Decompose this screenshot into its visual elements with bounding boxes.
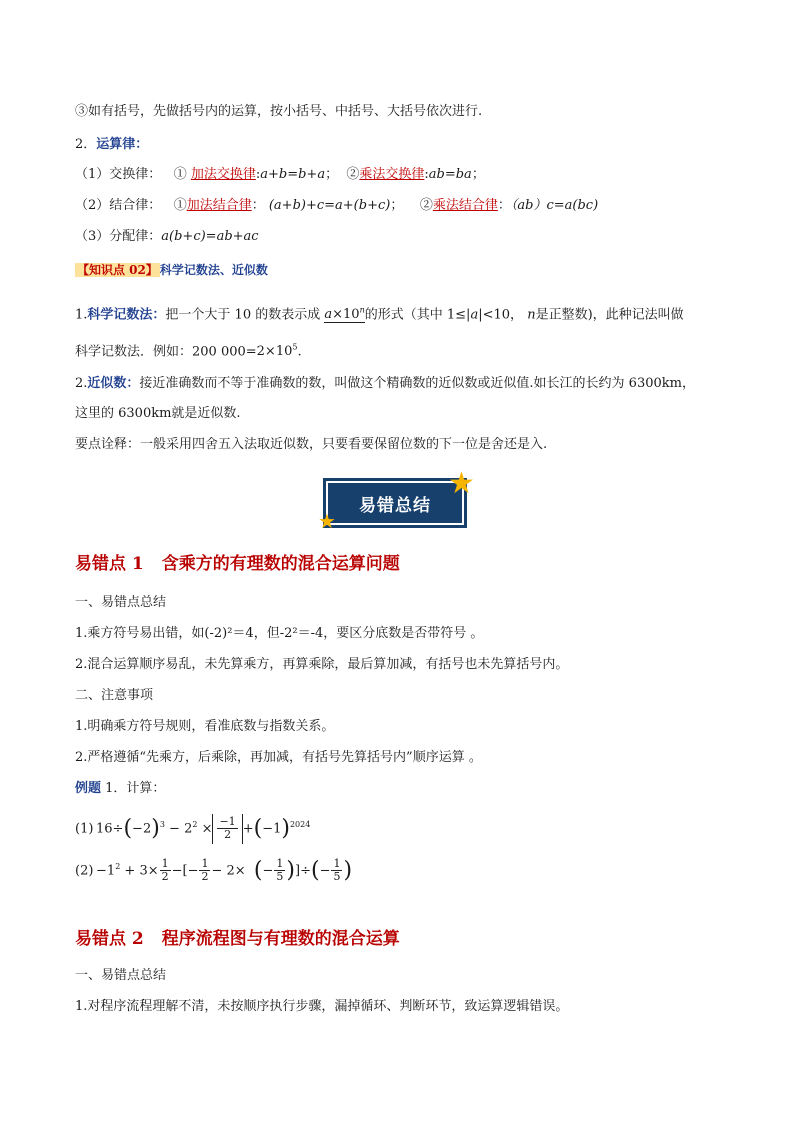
associative-label: （2）结合律：	[75, 198, 162, 213]
comm-mul-name: 乘法交换律	[359, 167, 425, 182]
sci-n-var: n	[527, 307, 536, 323]
comm-add-formula: a+b=b+a	[260, 167, 326, 182]
distributive-formula: a(b+c)=ab+ac	[161, 229, 259, 244]
error-1-summary-1: 1.乘方符号易出错，如(-2)²＝4，但-2²＝-4，要区分底数是否带符号 。	[75, 626, 484, 641]
sci-notation-label: 科学记数法：	[87, 307, 166, 323]
assoc-add-num: ①	[173, 198, 187, 213]
star-icon: ★	[448, 466, 475, 501]
sci-form-formula: $a\times 10^n$	[324, 306, 365, 323]
error-point-1-num: 易错点 1	[75, 554, 144, 574]
commutative-label: （1）交换律：	[75, 167, 162, 182]
assoc-add-formula: (a+b)+c=a+(b+c)	[268, 198, 391, 213]
error-point-2-num: 易错点 2	[75, 929, 144, 949]
error-summary-badge	[318, 466, 478, 533]
associative-law-row: （2）结合律： ①加法结合律： (a+b)+c=a+(b+c)； ②乘法结合律：（ab）c=a(bc)	[75, 198, 599, 213]
error-2-summary-1: 1.对程序流程理解不清，未按顺序执行步骤，漏掉循环、判断环节，致运算逻辑错误。	[75, 999, 569, 1014]
key-note: 要点诠释：一般采用四舍五入法取近似数，只要看要保留位数的下一位是舍还是入.	[75, 437, 548, 452]
error-2-summary-heading: 一、易错点总结	[75, 968, 167, 983]
sci-notation-line-1: 1.科学记数法：把一个大于 10 的数表示成 $a\times 10^n$的形式（其中 1≤|a|<10， n是正整数)，此种记法叫做	[75, 306, 684, 323]
error-1-note-1: 1.明确乘方符号规则，看准底数与指数关系。	[75, 719, 335, 734]
comm-mul-num: ②	[346, 167, 360, 182]
knowledge-point-title: 科学记数法、近似数	[159, 263, 268, 277]
commutative-law-row: （1）交换律： ① 加法交换律:a+b=b+a； ②乘法交换律:ab=ba；	[75, 167, 485, 182]
error-point-2-text: 程序流程图与有理数的混合运算	[161, 929, 400, 949]
distributive-label: （3）分配律：	[75, 229, 162, 244]
sci-text-3: ，	[510, 307, 524, 323]
example-problem-2: $(2) -1^2 + 3\times$ $\frac{1}{2}$ −[− $\frac{1}{2}$ − 2× (− $\frac{1}{5}$ )]÷(− $\frac{1}{5}$ )	[75, 857, 353, 884]
comm-add-name: 加法交换律	[190, 167, 256, 182]
sci-notation-line-2: 科学记数法．例如：200 $000=2\times 10^5$.	[75, 343, 302, 360]
error-summary-badge-label: 易错总结	[326, 481, 464, 525]
assoc-mul-formula: （ab）c=a(bc)	[510, 198, 599, 213]
assoc-mul-name: 乘法结合律	[432, 198, 498, 213]
example-label: 例题	[75, 781, 102, 796]
example-problem-1: (1) $16\div(-2)^3 - 2^2$ × $\frac{-1}{2}$ $+(-1)^{2024}$	[75, 810, 734, 844]
approx-line-2: 这里的 6300km就是近似数.	[75, 406, 241, 421]
laws-heading	[75, 136, 734, 154]
sci-range-formula: 1≤|a|<10	[446, 307, 511, 323]
error-point-2-title	[75, 928, 400, 950]
error-1-note-2: 2.严格遵循“先乘方，后乘除，再加减，有括号先算括号内”顺序运算 。	[75, 750, 482, 765]
example-heading	[75, 780, 734, 798]
error-point-1-text: 含乘方的有理数的混合运算问题	[161, 554, 400, 574]
knowledge-point-heading	[75, 261, 734, 279]
sci-text-2: 的形式（其中	[364, 307, 443, 323]
approx-line-1: 2.近似数：接近准确数而不等于准确数的数，叫做这个精确数的近似数或近似值.如长江的长约为 6300km，	[75, 376, 695, 391]
sci-example-formula: $2\times 10^5$	[256, 343, 298, 360]
star-icon: ★	[318, 509, 336, 533]
assoc-add-name: 加法结合律	[186, 198, 252, 213]
approx-label: 近似数：	[87, 376, 140, 391]
error-point-1-title	[75, 553, 400, 575]
comm-add-num: ①	[173, 167, 187, 182]
error-1-summary-heading: 一、易错点总结	[75, 595, 167, 610]
laws-heading-num: 2．	[75, 137, 97, 152]
knowledge-point-tag: 【知识点 02】	[77, 263, 158, 277]
rule-item-3: ③如有括号，先做括号内的运算，按小括号、中括号、大括号依次进行.	[75, 104, 483, 119]
error-1-notes-heading: 二、注意事项	[75, 688, 154, 703]
comm-mul-formula: ab=ba	[428, 167, 472, 182]
assoc-mul-num: ②	[419, 198, 433, 213]
approx-text-1: 接近准确数而不等于准确数的数，叫做这个精确数的近似数或近似值.如长江的长约为 6300km，	[139, 376, 695, 391]
sci-text-1: 把一个大于 10 的数表示成	[165, 307, 321, 323]
sci-text-5: 科学记数法．例如：200 000=	[75, 344, 257, 360]
sci-text-4: 是正整数)，此种记法叫做	[535, 307, 684, 323]
example-text: 1．计算：	[105, 781, 166, 796]
distributive-law-row	[75, 228, 734, 246]
laws-heading-text: 运算律：	[96, 137, 149, 152]
error-1-summary-2: 2.混合运算顺序易乱，未先算乘方，再算乘除，最后算加减，有括号也未先算括号内。	[75, 657, 569, 672]
